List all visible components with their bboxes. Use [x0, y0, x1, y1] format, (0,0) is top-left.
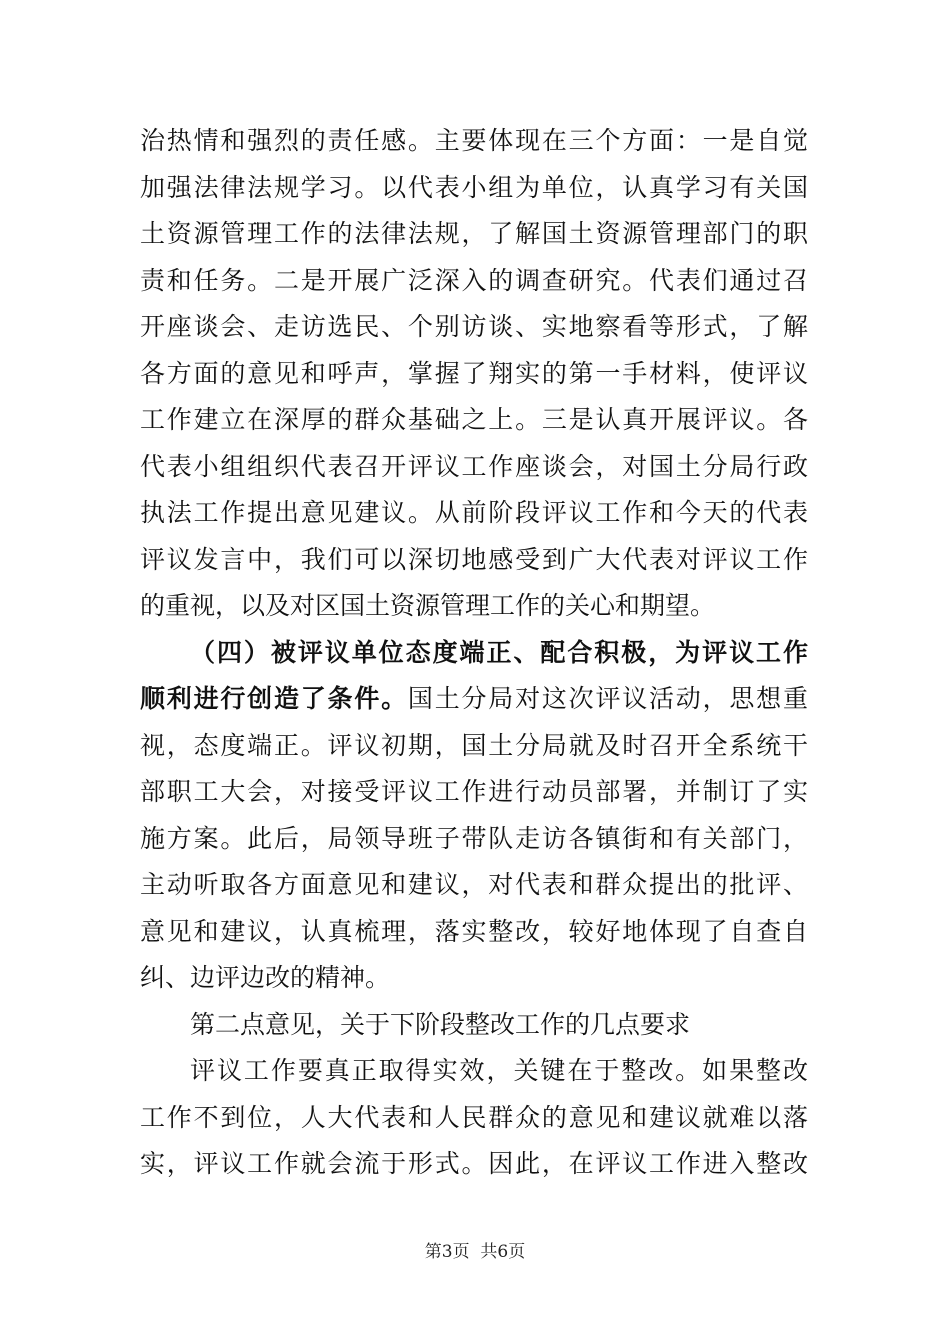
text-line: 部职工大会，对接受评议工作进行动员部署，并制订了实 [140, 777, 808, 806]
section-title: 第二点意见，关于下阶段整改工作的几点要求 [190, 1009, 691, 1039]
text-line: 代表小组组织代表召开评议工作座谈会，对国土分局行政 [140, 451, 808, 481]
text-line: 开座谈会、走访选民、个别访谈、实地察看等形式，了解 [140, 312, 808, 341]
text-line: 主动听取各方面意见和建议，对代表和群众提出的批评、 [140, 870, 808, 899]
text-line: 工作不到位，人大代表和人民群众的意见和建议就难以落 [140, 1102, 808, 1132]
paragraph-1 [140, 118, 808, 630]
paragraph-3 [140, 1048, 808, 1188]
paragraph-heading-line: （四）被评议单位态度端正、配合积极，为评议工作 [190, 637, 808, 667]
text-line: 意见和建议，认真梳理，落实整改，较好地体现了自查自 [140, 916, 808, 946]
text-line: 土资源管理工作的法律法规，了解国土资源管理部门的职 [140, 219, 808, 248]
text-line: 评议发言中，我们可以深切地感受到广大代表对评议工作 [140, 544, 808, 574]
text-line: 责和任务。二是开展广泛深入的调查研究。代表们通过召 [140, 265, 808, 295]
text-run: 国土分局对这次评议活动，思想重 [407, 684, 808, 713]
text-line: 工作建立在深厚的群众基础之上。三是认真开展评议。各 [140, 405, 808, 434]
text-line: 施方案。此后，局领导班子带队走访各镇街和有关部门， [140, 823, 808, 853]
text-line: 视，态度端正。评议初期，国土分局就及时召开全系统干 [140, 730, 808, 760]
text-line: 各方面的意见和呼声，掌握了翔实的第一手材料，使评议 [140, 358, 808, 388]
text-line: 评议工作要真正取得实效，关键在于整改。如果整改 [190, 1056, 808, 1085]
paragraph-2 [140, 630, 808, 1002]
body-text [140, 118, 808, 1188]
text-line: 治热情和强烈的责任感。主要体现在三个方面：一是自觉 [140, 126, 808, 155]
page-number-footer: 第3页 共6页 [424, 1242, 526, 1262]
text-line: 的重视，以及对区国土资源管理工作的关心和期望。 [140, 591, 716, 620]
text-line [140, 676, 808, 723]
paragraph-heading-continuation: 顺利进行创造了条件。 [140, 684, 408, 713]
text-line: 实，评议工作就会流于形式。因此，在评议工作进入整改 [140, 1149, 808, 1178]
text-line: 执法工作提出意见建议。从前阶段评议工作和今天的代表 [140, 498, 808, 527]
text-line: 加强法律法规学习。以代表小组为单位，认真学习有关国 [140, 172, 808, 202]
text-line: 纠、边评边改的精神。 [140, 963, 391, 992]
